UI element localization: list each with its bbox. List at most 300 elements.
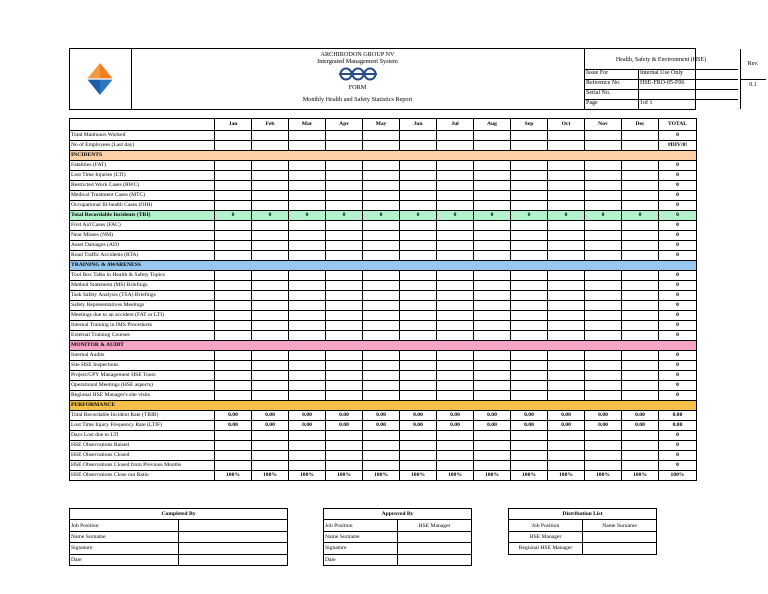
month-value-cell[interactable] [215,281,252,291]
month-value-cell[interactable] [585,201,622,211]
month-value-cell[interactable] [437,351,474,361]
month-value-cell[interactable] [400,381,437,391]
month-value-cell[interactable]: 0 [363,211,400,221]
month-value-cell[interactable] [215,381,252,391]
month-value-cell[interactable] [363,141,400,151]
month-value-cell[interactable] [289,231,326,241]
month-value-cell[interactable] [585,381,622,391]
month-value-cell[interactable] [400,311,437,321]
month-value-cell[interactable] [363,351,400,361]
month-value-cell[interactable] [437,441,474,451]
month-value-cell[interactable] [548,311,585,321]
month-value-cell[interactable] [363,281,400,291]
month-value-cell[interactable] [289,311,326,321]
month-value-cell[interactable] [400,171,437,181]
month-value-cell[interactable] [252,441,289,451]
completed-name-field[interactable] [179,531,288,542]
month-value-cell[interactable] [437,321,474,331]
month-value-cell[interactable] [363,441,400,451]
month-value-cell[interactable] [326,321,363,331]
month-value-cell[interactable] [548,281,585,291]
month-value-cell[interactable] [622,321,659,331]
month-value-cell[interactable] [252,351,289,361]
month-value-cell[interactable]: 0.00 [548,411,585,421]
month-value-cell[interactable] [252,161,289,171]
month-value-cell[interactable] [437,271,474,281]
month-value-cell[interactable] [622,391,659,401]
month-value-cell[interactable] [215,311,252,321]
month-value-cell[interactable] [400,391,437,401]
month-value-cell[interactable] [548,201,585,211]
month-value-cell[interactable]: 0 [622,211,659,221]
month-value-cell[interactable] [437,141,474,151]
month-value-cell[interactable] [474,361,511,371]
month-value-cell[interactable] [622,331,659,341]
month-value-cell[interactable] [585,271,622,281]
month-value-cell[interactable] [585,291,622,301]
month-value-cell[interactable] [622,201,659,211]
distribution-name-field[interactable] [583,531,657,542]
month-value-cell[interactable] [215,131,252,141]
month-value-cell[interactable] [511,201,548,211]
month-value-cell[interactable]: 0.00 [585,421,622,431]
approved-name-field[interactable] [398,531,472,542]
month-value-cell[interactable] [215,361,252,371]
month-value-cell[interactable] [215,251,252,261]
month-value-cell[interactable] [474,201,511,211]
month-value-cell[interactable] [511,191,548,201]
month-value-cell[interactable] [252,461,289,471]
month-value-cell[interactable] [326,141,363,151]
month-value-cell[interactable] [474,301,511,311]
month-value-cell[interactable] [326,161,363,171]
month-value-cell[interactable] [400,251,437,261]
month-value-cell[interactable] [326,191,363,201]
month-value-cell[interactable] [511,291,548,301]
month-value-cell[interactable]: 0 [585,211,622,221]
month-value-cell[interactable] [437,371,474,381]
month-value-cell[interactable] [474,231,511,241]
month-value-cell[interactable] [474,391,511,401]
month-value-cell[interactable] [437,241,474,251]
month-value-cell[interactable] [326,441,363,451]
month-value-cell[interactable]: 100% [474,471,511,481]
month-value-cell[interactable] [548,321,585,331]
month-value-cell[interactable] [585,251,622,261]
month-value-cell[interactable] [215,241,252,251]
month-value-cell[interactable]: 0 [400,211,437,221]
month-value-cell[interactable] [511,441,548,451]
month-value-cell[interactable] [215,451,252,461]
month-value-cell[interactable] [622,431,659,441]
month-value-cell[interactable] [400,331,437,341]
month-value-cell[interactable] [437,181,474,191]
month-value-cell[interactable] [326,241,363,251]
month-value-cell[interactable] [215,291,252,301]
month-value-cell[interactable]: 0.00 [511,411,548,421]
month-value-cell[interactable] [326,351,363,361]
month-value-cell[interactable] [289,301,326,311]
month-value-cell[interactable] [326,201,363,211]
month-value-cell[interactable] [548,461,585,471]
month-value-cell[interactable]: 0.00 [363,421,400,431]
month-value-cell[interactable] [437,361,474,371]
month-value-cell[interactable] [326,291,363,301]
month-value-cell[interactable] [215,231,252,241]
month-value-cell[interactable] [363,391,400,401]
month-value-cell[interactable] [622,231,659,241]
month-value-cell[interactable] [215,191,252,201]
month-value-cell[interactable] [548,171,585,181]
month-value-cell[interactable] [437,131,474,141]
month-value-cell[interactable] [252,241,289,251]
month-value-cell[interactable] [585,441,622,451]
month-value-cell[interactable] [548,351,585,361]
month-value-cell[interactable] [326,231,363,241]
month-value-cell[interactable] [474,461,511,471]
month-value-cell[interactable]: 0 [474,211,511,221]
month-value-cell[interactable] [474,371,511,381]
month-value-cell[interactable] [252,131,289,141]
month-value-cell[interactable] [215,161,252,171]
completed-signature-field[interactable] [179,543,288,554]
month-value-cell[interactable] [289,161,326,171]
month-value-cell[interactable] [474,171,511,181]
month-value-cell[interactable] [511,461,548,471]
month-value-cell[interactable] [585,371,622,381]
month-value-cell[interactable] [326,251,363,261]
month-value-cell[interactable] [474,131,511,141]
month-value-cell[interactable] [252,331,289,341]
month-value-cell[interactable] [622,451,659,461]
month-value-cell[interactable] [622,371,659,381]
month-value-cell[interactable]: 100% [400,471,437,481]
month-value-cell[interactable] [474,191,511,201]
month-value-cell[interactable] [252,201,289,211]
month-value-cell[interactable] [400,161,437,171]
month-value-cell[interactable] [252,271,289,281]
month-value-cell[interactable] [363,161,400,171]
month-value-cell[interactable] [326,461,363,471]
month-value-cell[interactable] [363,181,400,191]
month-value-cell[interactable] [252,231,289,241]
month-value-cell[interactable] [622,311,659,321]
month-value-cell[interactable] [400,281,437,291]
month-value-cell[interactable]: 0.00 [289,421,326,431]
month-value-cell[interactable] [622,281,659,291]
month-value-cell[interactable] [622,441,659,451]
month-value-cell[interactable] [289,441,326,451]
month-value-cell[interactable] [252,381,289,391]
month-value-cell[interactable] [400,181,437,191]
month-value-cell[interactable] [585,141,622,151]
month-value-cell[interactable] [622,361,659,371]
month-value-cell[interactable] [215,181,252,191]
month-value-cell[interactable] [400,441,437,451]
month-value-cell[interactable] [622,381,659,391]
month-value-cell[interactable] [511,391,548,401]
month-value-cell[interactable]: 0.00 [548,421,585,431]
month-value-cell[interactable]: 100% [622,471,659,481]
month-value-cell[interactable]: 0.00 [437,421,474,431]
month-value-cell[interactable] [289,291,326,301]
month-value-cell[interactable]: 100% [437,471,474,481]
month-value-cell[interactable] [289,241,326,251]
month-value-cell[interactable] [363,291,400,301]
month-value-cell[interactable] [585,231,622,241]
month-value-cell[interactable] [548,131,585,141]
month-value-cell[interactable] [326,271,363,281]
month-value-cell[interactable] [326,331,363,341]
month-value-cell[interactable] [548,291,585,301]
month-value-cell[interactable] [548,271,585,281]
month-value-cell[interactable] [326,301,363,311]
month-value-cell[interactable] [622,291,659,301]
month-value-cell[interactable] [437,461,474,471]
month-value-cell[interactable] [474,311,511,321]
month-value-cell[interactable] [511,451,548,461]
month-value-cell[interactable] [400,221,437,231]
month-value-cell[interactable] [363,311,400,321]
approved-signature-field[interactable] [398,543,472,554]
month-value-cell[interactable] [289,251,326,261]
month-value-cell[interactable] [548,251,585,261]
month-value-cell[interactable] [215,371,252,381]
month-value-cell[interactable] [289,131,326,141]
month-value-cell[interactable] [326,171,363,181]
month-value-cell[interactable] [585,241,622,251]
month-value-cell[interactable] [215,271,252,281]
month-value-cell[interactable] [363,241,400,251]
month-value-cell[interactable] [622,221,659,231]
month-value-cell[interactable] [474,351,511,361]
month-value-cell[interactable] [622,351,659,361]
month-value-cell[interactable] [363,431,400,441]
month-value-cell[interactable] [289,391,326,401]
month-value-cell[interactable]: 0 [548,211,585,221]
month-value-cell[interactable]: 0.00 [622,411,659,421]
month-value-cell[interactable] [326,371,363,381]
month-value-cell[interactable] [585,221,622,231]
month-value-cell[interactable] [326,311,363,321]
month-value-cell[interactable] [363,371,400,381]
month-value-cell[interactable] [437,301,474,311]
month-value-cell[interactable]: 100% [548,471,585,481]
month-value-cell[interactable] [252,311,289,321]
month-value-cell[interactable] [326,181,363,191]
month-value-cell[interactable] [548,431,585,441]
month-value-cell[interactable] [400,201,437,211]
month-value-cell[interactable] [363,201,400,211]
month-value-cell[interactable] [400,361,437,371]
month-value-cell[interactable] [326,381,363,391]
month-value-cell[interactable] [437,251,474,261]
month-value-cell[interactable] [252,321,289,331]
month-value-cell[interactable] [511,231,548,241]
month-value-cell[interactable]: 0.00 [474,421,511,431]
month-value-cell[interactable]: 0.00 [474,411,511,421]
month-value-cell[interactable] [585,311,622,321]
month-value-cell[interactable] [511,161,548,171]
month-value-cell[interactable] [437,431,474,441]
month-value-cell[interactable] [474,161,511,171]
month-value-cell[interactable] [474,181,511,191]
month-value-cell[interactable] [326,281,363,291]
month-value-cell[interactable] [511,371,548,381]
month-value-cell[interactable] [437,221,474,231]
month-value-cell[interactable] [400,271,437,281]
month-value-cell[interactable] [511,131,548,141]
month-value-cell[interactable] [289,361,326,371]
month-value-cell[interactable] [511,281,548,291]
month-value-cell[interactable] [400,241,437,251]
month-value-cell[interactable] [363,321,400,331]
month-value-cell[interactable] [585,331,622,341]
month-value-cell[interactable] [400,291,437,301]
month-value-cell[interactable] [511,311,548,321]
month-value-cell[interactable] [585,161,622,171]
month-value-cell[interactable] [622,241,659,251]
month-value-cell[interactable]: 0.00 [622,421,659,431]
month-value-cell[interactable] [215,441,252,451]
month-value-cell[interactable] [289,221,326,231]
month-value-cell[interactable] [585,181,622,191]
month-value-cell[interactable] [622,181,659,191]
month-value-cell[interactable] [363,451,400,461]
month-value-cell[interactable] [474,251,511,261]
month-value-cell[interactable] [252,391,289,401]
month-value-cell[interactable] [437,451,474,461]
month-value-cell[interactable] [437,201,474,211]
month-value-cell[interactable]: 100% [289,471,326,481]
month-value-cell[interactable]: 0.00 [437,411,474,421]
month-value-cell[interactable] [511,221,548,231]
month-value-cell[interactable] [215,331,252,341]
month-value-cell[interactable]: 0 [215,211,252,221]
month-value-cell[interactable] [474,291,511,301]
month-value-cell[interactable] [622,301,659,311]
month-value-cell[interactable] [326,131,363,141]
month-value-cell[interactable] [511,241,548,251]
month-value-cell[interactable] [474,441,511,451]
month-value-cell[interactable] [622,251,659,261]
month-value-cell[interactable] [585,451,622,461]
month-value-cell[interactable] [289,351,326,361]
month-value-cell[interactable] [548,221,585,231]
month-value-cell[interactable] [585,131,622,141]
month-value-cell[interactable] [474,331,511,341]
month-value-cell[interactable] [252,141,289,151]
month-value-cell[interactable]: 0.00 [215,411,252,421]
month-value-cell[interactable] [252,291,289,301]
month-value-cell[interactable] [437,161,474,171]
month-value-cell[interactable] [437,381,474,391]
month-value-cell[interactable] [215,301,252,311]
month-value-cell[interactable] [252,181,289,191]
month-value-cell[interactable] [215,171,252,181]
month-value-cell[interactable] [511,381,548,391]
month-value-cell[interactable] [289,451,326,461]
month-value-cell[interactable] [289,191,326,201]
month-value-cell[interactable] [548,331,585,341]
month-value-cell[interactable] [289,381,326,391]
month-value-cell[interactable] [289,331,326,341]
month-value-cell[interactable] [326,451,363,461]
month-value-cell[interactable] [363,191,400,201]
month-value-cell[interactable]: 0 [326,211,363,221]
month-value-cell[interactable] [548,301,585,311]
month-value-cell[interactable] [548,231,585,241]
month-value-cell[interactable] [585,361,622,371]
month-value-cell[interactable]: 0 [289,211,326,221]
month-value-cell[interactable] [363,301,400,311]
month-value-cell[interactable] [400,301,437,311]
month-value-cell[interactable]: 0.00 [363,411,400,421]
month-value-cell[interactable]: 0.00 [326,421,363,431]
month-value-cell[interactable] [474,281,511,291]
month-value-cell[interactable] [437,231,474,241]
month-value-cell[interactable] [252,281,289,291]
month-value-cell[interactable] [252,301,289,311]
month-value-cell[interactable] [585,191,622,201]
month-value-cell[interactable] [363,251,400,261]
month-value-cell[interactable] [622,171,659,181]
month-value-cell[interactable] [215,391,252,401]
month-value-cell[interactable] [474,241,511,251]
month-value-cell[interactable]: 100% [585,471,622,481]
month-value-cell[interactable] [474,221,511,231]
month-value-cell[interactable] [215,321,252,331]
month-value-cell[interactable] [511,431,548,441]
month-value-cell[interactable] [437,311,474,321]
month-value-cell[interactable] [289,321,326,331]
month-value-cell[interactable] [622,161,659,171]
month-value-cell[interactable] [400,451,437,461]
month-value-cell[interactable] [252,251,289,261]
month-value-cell[interactable]: 0.00 [326,411,363,421]
month-value-cell[interactable] [252,371,289,381]
approved-job-value[interactable]: HSE Manager [398,520,472,531]
month-value-cell[interactable] [585,281,622,291]
month-value-cell[interactable] [363,461,400,471]
month-value-cell[interactable] [363,171,400,181]
month-value-cell[interactable] [289,371,326,381]
month-value-cell[interactable] [511,181,548,191]
month-value-cell[interactable] [585,431,622,441]
month-value-cell[interactable] [289,201,326,211]
month-value-cell[interactable] [215,141,252,151]
month-value-cell[interactable] [289,281,326,291]
month-value-cell[interactable] [252,221,289,231]
month-value-cell[interactable] [252,451,289,461]
month-value-cell[interactable] [363,221,400,231]
month-value-cell[interactable] [585,391,622,401]
month-value-cell[interactable] [622,461,659,471]
month-value-cell[interactable] [252,191,289,201]
distribution-name-field[interactable] [583,543,657,554]
month-value-cell[interactable] [585,461,622,471]
month-value-cell[interactable] [289,171,326,181]
completed-date-field[interactable] [179,554,288,565]
month-value-cell[interactable] [437,391,474,401]
month-value-cell[interactable] [437,331,474,341]
month-value-cell[interactable] [363,361,400,371]
month-value-cell[interactable] [215,461,252,471]
month-value-cell[interactable] [289,271,326,281]
month-value-cell[interactable] [474,141,511,151]
month-value-cell[interactable]: 0.00 [252,421,289,431]
month-value-cell[interactable] [252,361,289,371]
